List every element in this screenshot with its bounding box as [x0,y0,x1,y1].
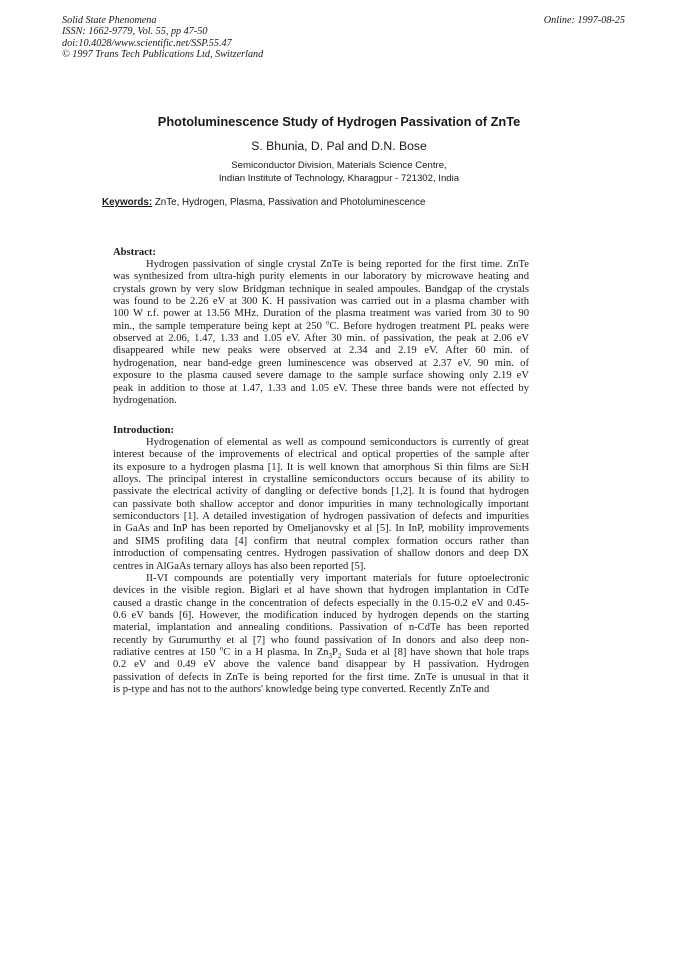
text-line: its exposure to a hydrogen plasma [1]. It is well known that amorphous Si thin films are Si:H [113,461,529,473]
keywords [102,197,425,208]
text-line: recently by Gurumurthy et al [7] who found passivation of In donors and also deep non- [113,634,529,646]
text-line: semiconductors [1]. A detailed investigation of hydrogen passivation of defects and impurities [113,511,529,523]
text-line: disappeared while new peaks were observed at 2.34 and 2.19 eV. After 60 min. of [113,345,529,357]
text-line: crystals grown by very slow Bridgman technique in sealed ampoules. Bandgap of the crystals [113,283,529,295]
text-line: is p-type and has not to the authors' knowledge being type converted. Recently ZnTe and [113,684,490,695]
text-line: devices in the visible region. Biglari et al have shown that hydrogen implantation in CdTe [113,585,529,597]
text-line: caused a drastic change in the concentration of defects especially in the 0.15-0.2 eV and 0.45- [113,597,529,609]
journal-header [62,15,442,60]
text-line: passivation of defects in ZnTe is being reported for the first time. ZnTe is unusual in that it [113,671,529,683]
text-line: hydrogenation, near band-edge green luminescence was observed at 2.37 eV. 90 min. of [113,357,529,369]
text-line: material, implantation and annealing conditions. Passivation of n-CdTe has been reported [113,622,529,634]
text-line: II-VI compounds are potentially very important materials for future optoelectronic [146,572,529,584]
keywords-label: Keywords: [102,197,153,208]
text-line: in GaAs and InP has been reported by Omeljanovsky et al [5]. In InP, mobility improvements [113,523,529,535]
text-line: min., the sample temperature being kept at 250 $^o$C. Before hydrogen treatment PL peaks were [113,318,529,332]
text-line: peak in addition to those at 1.47, 1.33 and 1.05 eV. These three bands were not effected by [113,382,529,394]
text-line: 0.6 eV bands [6]. However, the modification induced by hydrogen depends on the starting [113,609,529,621]
paper-authors: S. Bhunia, D. Pal and D.N. Bose [251,139,427,153]
copyright-line: © 1997 Trans Tech Publications Ltd, Switzerland [62,48,264,60]
keywords-list: ZnTe, Hydrogen, Plasma, Passivation and Photoluminescence [152,197,426,208]
text-line: can passivate both shallow acceptor and donor impurities in many technologically important [113,498,529,510]
text-line: passivate the electrical activity of dangling or defective bonds [1,2]. It is found that hydrogen [113,486,529,498]
text-line: observed at 2.06, 1.47, 1.33 and 1.05 eV. After 30 min. of passivation, the peak at 2.06 eV [113,333,529,345]
issn-line: ISSN: 1662-9779, Vol. 55, pp 47-50 [62,26,208,38]
paper-title: Photoluminescence Study of Hydrogen Passivation of ZnTe [157,114,521,129]
text-line: centres in AlGaAs ternary alloys has also been reported [5]. [113,560,366,572]
journal-name: Solid State Phenomena [62,15,157,26]
text-line: hydrogenation. [113,394,177,406]
text-line: Hydrogenation of elemental as well as compound semiconductors is currently of great [146,437,529,448]
text-line: exposure to the plasma caused severe damage to the sample surface showing only 2.19 eV [113,370,529,382]
text-line: radiative centres at 150 $^o$C in a H plasma. In $Zn_3P_2$ Suda et al [8] have shown that hole traps [113,644,529,661]
text-line: 0.2 eV and 0.49 eV above the valence band disappear by H passivation. Hydrogen [113,659,529,671]
online-date: Online: 1997-08-25 [543,15,625,26]
text-line: interest because of the improvements of electrical and optical properties of the sample after [113,449,529,461]
text-line: 100 W r.f. power at 13.56 MHz. Duration of the plasma treatment was varied from 30 to 90 [113,308,529,320]
text-line: Hydrogen passivation of single crystal ZnTe is being reported for the first time. ZnTe [146,259,529,270]
text-line: and SIMS profiling data [4] confirm that neutral complex formation occurs rather than [113,535,529,547]
abstract-heading: Abstract: [113,247,156,258]
text-line: introduction of compensating centres. Hydrogen passivation of shallow donors and deep DX [113,548,529,560]
affiliation-line-2: Indian Institute of Technology, Kharagpur - 721302, India [218,173,460,184]
introduction-heading: Introduction: [113,425,175,436]
text-line: alloys. The principal interest in crystalline semiconductors occurs because of its ability to [113,474,529,486]
text-line: was found to be 2.26 eV at 300 K. H passivation was carried out in a plasma chamber with [113,296,529,308]
text-line: was synthesized from ultra-high purity elements in our laboratory by microwave heating and [113,271,529,283]
doi-link[interactable]: doi:10.4028/www.scientific.net/SSP.55.47 [62,37,232,49]
affiliation-line-1: Semiconductor Division, Materials Science Centre, [231,160,447,171]
